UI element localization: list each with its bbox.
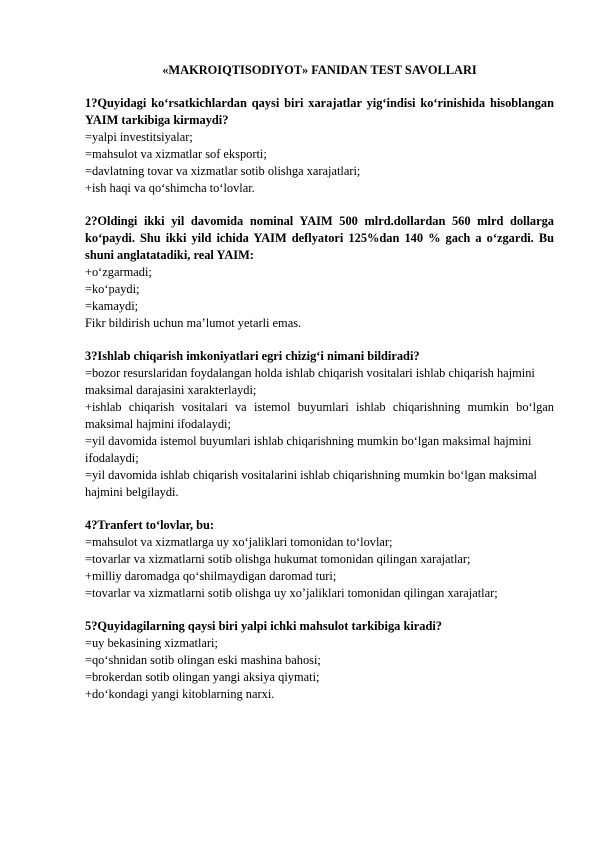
answer-option: +milliy daromadga qo‘shilmaydigan daromad turi;	[85, 569, 337, 583]
answer-option: +do‘kondagi yangi kitoblarning narxi.	[85, 687, 275, 701]
answer-option: =yil davomida ishlab chiqarish vositalarini ishlab chiqarishning mumkin bo‘lgan maksimal hajmini belgilaydi.	[85, 468, 537, 499]
question-3	[85, 348, 554, 501]
answer-option: =qo‘shnidan sotib olingan eski mashina bahosi;	[85, 653, 321, 667]
question-5	[85, 618, 554, 703]
question-text: 3?Ishlab chiqarish imkoniyatlari egri chizig‘i nimani bildiradi?	[85, 349, 420, 363]
answer-option: =mahsulot va xizmatlar sof eksporti;	[85, 147, 267, 161]
answer-option: =uy bekasining xizmatlari;	[85, 636, 218, 650]
question-1	[85, 95, 554, 197]
question-list	[85, 95, 554, 719]
answer-option: =bozor resurslaridan foydalangan holda ishlab chiqarish vositalari ishlab chiqarish hajmini maksimal darajasini xarakterlaydi;	[85, 366, 535, 397]
document-title: «MAKROIQTISODIYOT» FANIDAN TEST SAVOLLARI	[162, 63, 477, 77]
answer-option: Fikr bildirish uchun ma’lumot yetarli emas.	[85, 316, 302, 330]
answer-option: =tovarlar va xizmatlarni sotib olishga hukumat tomonidan qilingan xarajatlar;	[85, 552, 471, 566]
question-text: 5?Quyidagilarning qaysi biri yalpi ichki mahsulot tarkibiga kiradi?	[85, 619, 442, 633]
question-4	[85, 517, 554, 602]
answer-option: =yalpi investitsiyalar;	[85, 130, 193, 144]
answer-option: +o‘zgarmadi;	[85, 265, 152, 279]
answer-option: =davlatning tovar va xizmatlar sotib olishga xarajatlari;	[85, 164, 361, 178]
answer-option: =yil davomida istemol buyumlari ishlab chiqarishning mumkin bo‘lgan maksimal hajmini ifodalaydi;	[85, 434, 532, 465]
answer-option: =kamaydi;	[85, 299, 139, 313]
question-text: 2?Oldingi ikki yil davomida nominal YAIM 500 mlrd.dollardan 560 mlrd dollarga ko‘paydi. Shu ikki yild ichida YAIM deflyatori 125%dan 140 % gach a o‘zgardi. Bu shuni anglatatadiki, real YAIM:	[85, 214, 554, 262]
question-text: 4?Tranfert to‘lovlar, bu:	[85, 518, 215, 532]
answer-option: =brokerdan sotib olingan yangi aksiya qiymati;	[85, 670, 320, 684]
answer-option: +ish haqi va qo‘shimcha to‘lovlar.	[85, 181, 255, 195]
answer-option: =ko‘paydi;	[85, 282, 140, 296]
answer-option: +ishlab chiqarish vositalari va istemol buyumlari ishlab chiqarishning mumkin bo‘lgan maksimal hajmini ifodalaydi;	[85, 400, 554, 431]
question-2	[85, 213, 554, 332]
answer-option: =mahsulot va xizmatlarga uy xo‘jaliklari tomonidan to‘lovlar;	[85, 535, 393, 549]
question-text: 1?Quyidagi ko‘rsatkichlardan qaysi biri xarajatlar yig‘indisi ko‘rinishida hisoblangan YAIM tarkibiga kirmaydi?	[85, 96, 554, 127]
answer-option: =tovarlar va xizmatlarni sotib olishga uy xo’jaliklari tomonidan qilingan xarajatlar;	[85, 586, 498, 600]
